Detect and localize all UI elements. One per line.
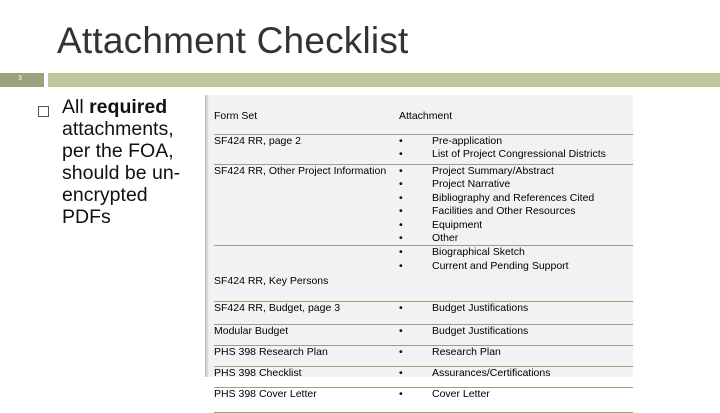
list-item (399, 260, 633, 273)
table-row (214, 302, 633, 325)
attachment-cell (399, 346, 633, 367)
attachment-label: Biographical Sketch (432, 246, 525, 259)
bullet-text (62, 96, 192, 228)
attachment-cell (399, 388, 633, 413)
attachment-label: Budget Justifications (432, 325, 529, 338)
bullet-dot-icon: • (399, 367, 403, 380)
panel-shadow (205, 95, 209, 377)
table-row (214, 388, 633, 413)
attachment-cell (399, 135, 633, 165)
header-form-set: Form Set (214, 103, 399, 135)
attachment-label: Budget Justifications (432, 302, 529, 315)
bullet-dot-icon: • (399, 325, 403, 338)
header-bar-right (48, 73, 720, 87)
list-item (399, 302, 633, 315)
attachment-label: Other (432, 232, 459, 245)
attachment-label: Project Summary/Abstract (432, 165, 554, 177)
bullet-dot-icon: • (399, 148, 403, 161)
attachment-label: Assurances/Certifications (432, 367, 551, 380)
list-item (399, 205, 633, 218)
table-header-row (214, 103, 633, 135)
header-attachment: Attachment (399, 103, 633, 135)
attachment-label: Cover Letter (432, 388, 490, 401)
table-row (214, 367, 633, 388)
list-item (399, 135, 633, 148)
bullet-dot-icon: • (399, 246, 403, 259)
list-item (399, 178, 633, 191)
bullet-dot-icon: • (399, 218, 403, 231)
slide-number: 3 (18, 75, 22, 82)
bullet-dot-icon: • (399, 165, 403, 177)
form-set-cell: PHS 398 Cover Letter (214, 388, 399, 413)
bullet-bold: required (89, 96, 168, 118)
bullet-dot-icon: • (399, 232, 403, 245)
square-bullet-icon (38, 106, 49, 117)
form-set-cell: SF424 RR, page 2 (214, 135, 399, 165)
slide-title: Attachment Checklist (57, 20, 409, 61)
form-set-cell: SF424 RR, Key Persons (214, 246, 399, 302)
bullet-prefix: All (62, 96, 90, 118)
bullet-dot-icon: • (399, 388, 403, 401)
list-item (399, 165, 633, 178)
attachment-label: Equipment (432, 218, 483, 231)
list-item (399, 148, 633, 161)
bullet-dot-icon: • (399, 259, 403, 272)
form-set-cell: PHS 398 Checklist (214, 367, 399, 388)
header-bar-left (0, 73, 44, 87)
attachment-cell (399, 325, 633, 346)
list-item (399, 388, 633, 401)
list-item (399, 232, 633, 245)
checklist-table (214, 103, 633, 413)
bullet-dot-icon: • (399, 191, 403, 204)
attachment-label: Project Narrative (432, 178, 511, 191)
list-item (399, 246, 633, 259)
bullet-dot-icon: • (399, 178, 403, 191)
attachment-cell (399, 246, 633, 302)
table-row (214, 325, 633, 346)
table-row (214, 246, 633, 302)
table-row (214, 135, 633, 165)
list-item (399, 192, 633, 205)
attachment-label: Current and Pending Support (432, 259, 569, 272)
attachment-cell (399, 302, 633, 325)
list-item (399, 325, 633, 338)
bullet-dot-icon: • (399, 346, 403, 359)
attachment-label: Pre-application (432, 135, 503, 147)
form-set-cell: Modular Budget (214, 325, 399, 346)
attachment-cell (399, 367, 633, 388)
form-set-cell: PHS 398 Research Plan (214, 346, 399, 367)
bullet-dot-icon: • (399, 135, 403, 147)
attachment-cell (399, 165, 633, 246)
form-set-cell: SF424 RR, Other Project Information (214, 165, 399, 246)
attachment-label: List of Project Congressional Districts (432, 148, 606, 161)
bullet-suffix: attachments, per the FOA, should be un-encrypted PDFs (62, 118, 181, 228)
table-row (214, 165, 633, 246)
list-item (399, 346, 633, 359)
bullet-dot-icon: • (399, 205, 403, 218)
list-item (399, 219, 633, 232)
attachment-label: Research Plan (432, 346, 501, 359)
form-set-cell: SF424 RR, Budget, page 3 (214, 302, 399, 325)
attachment-label: Bibliography and References Cited (432, 191, 595, 204)
attachment-label: Facilities and Other Resources (432, 205, 576, 218)
bullet-dot-icon: • (399, 302, 403, 315)
list-item (399, 367, 633, 380)
table-row (214, 346, 633, 367)
